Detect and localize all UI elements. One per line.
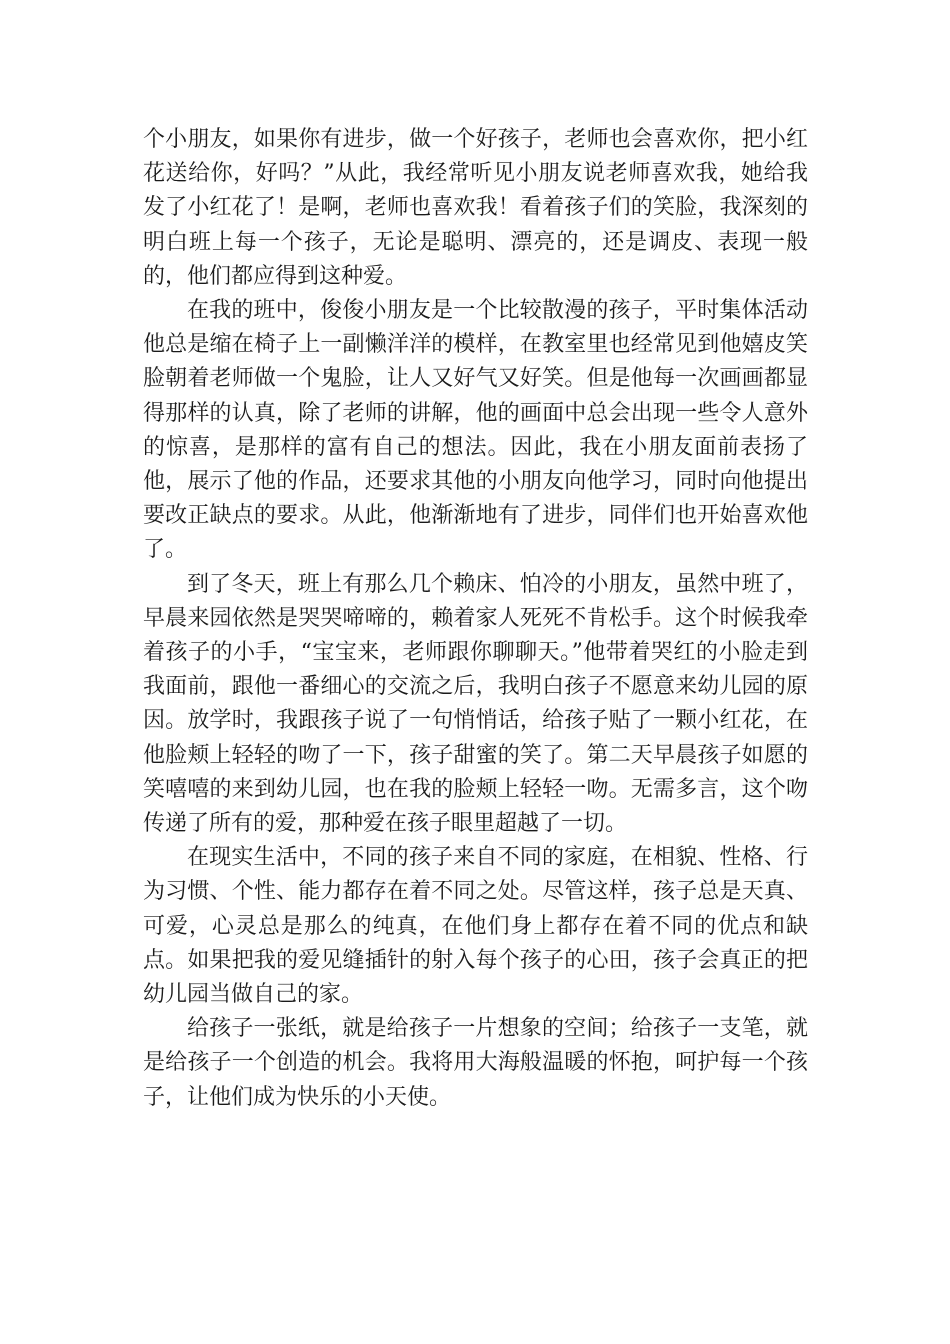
- document-body: [143, 123, 808, 1115]
- paragraph-real-life: 在现实生活中，不同的孩子来自不同的家庭，在相貌、性格、行为习惯、个性、能力都存在着不同之处。尽管这样，孩子总是天真、可爱，心灵总是那么的纯真，在他们身上都存在着不同的优点和缺点。如果把我的爱见缝插针的射入每个孩子的心田，孩子会真正的把幼儿园当做自己的家。: [143, 845, 808, 1008]
- paragraph-continued: 个小朋友，如果你有进步，做一个好孩子，老师也会喜欢你，把小红花送给你，好吗？”从此，我经常听见小朋友说老师喜欢我，她给我发了小红花了！是啊，老师也喜欢我！看着孩子们的笑脸，我深刻的明白班上每一个孩子，无论是聪明、漂亮的，还是调皮、表现一般的，他们都应得到这种爱。: [143, 127, 808, 289]
- paragraph-conclusion: 给孩子一张纸，就是给孩子一片想象的空间；给孩子一支笔，就是给孩子一个创造的机会。我将用大海般温暖的怀抱，呵护每一个孩子，让他们成为快乐的小天使。: [143, 1016, 808, 1110]
- paragraph-winter: 到了冬天，班上有那么几个赖床、怕冷的小朋友，虽然中班了，早晨来园依然是哭哭啼啼的，赖着家人死死不肯松手。这个时候我牵着孩子的小手，“宝宝来，老师跟你聊聊天。”他带着哭红的小脸走到我面前，跟他一番细心的交流之后，我明白孩子不愿意来幼儿园的原因。放学时，我跟孩子说了一句悄悄话，给孩子贴了一颗小红花，在他脸颊上轻轻的吻了一下，孩子甜蜜的笑了。第二天早晨孩子如愿的笑嘻嘻的来到幼儿园，也在我的脸颊上轻轻一吻。无需多言，这个吻传递了所有的爱，那种爱在孩子眼里超越了一切。: [143, 571, 808, 837]
- paragraph-junjun: 在我的班中，俊俊小朋友是一个比较散漫的孩子，平时集体活动他总是缩在椅子上一副懒洋洋的模样，在教室里也经常见到他嬉皮笑脸朝着老师做一个鬼脸，让人又好气又好笑。但是他每一次画画都显得那样的认真，除了老师的讲解，他的画面中总会出现一些令人意外的惊喜，是那样的富有自己的想法。因此，我在小朋友面前表扬了他，展示了他的作品，还要求其他的小朋友向他学习，同时向他提出要改正缺点的要求。从此，他渐渐地有了进步，同伴们也开始喜欢他了。: [143, 298, 808, 563]
